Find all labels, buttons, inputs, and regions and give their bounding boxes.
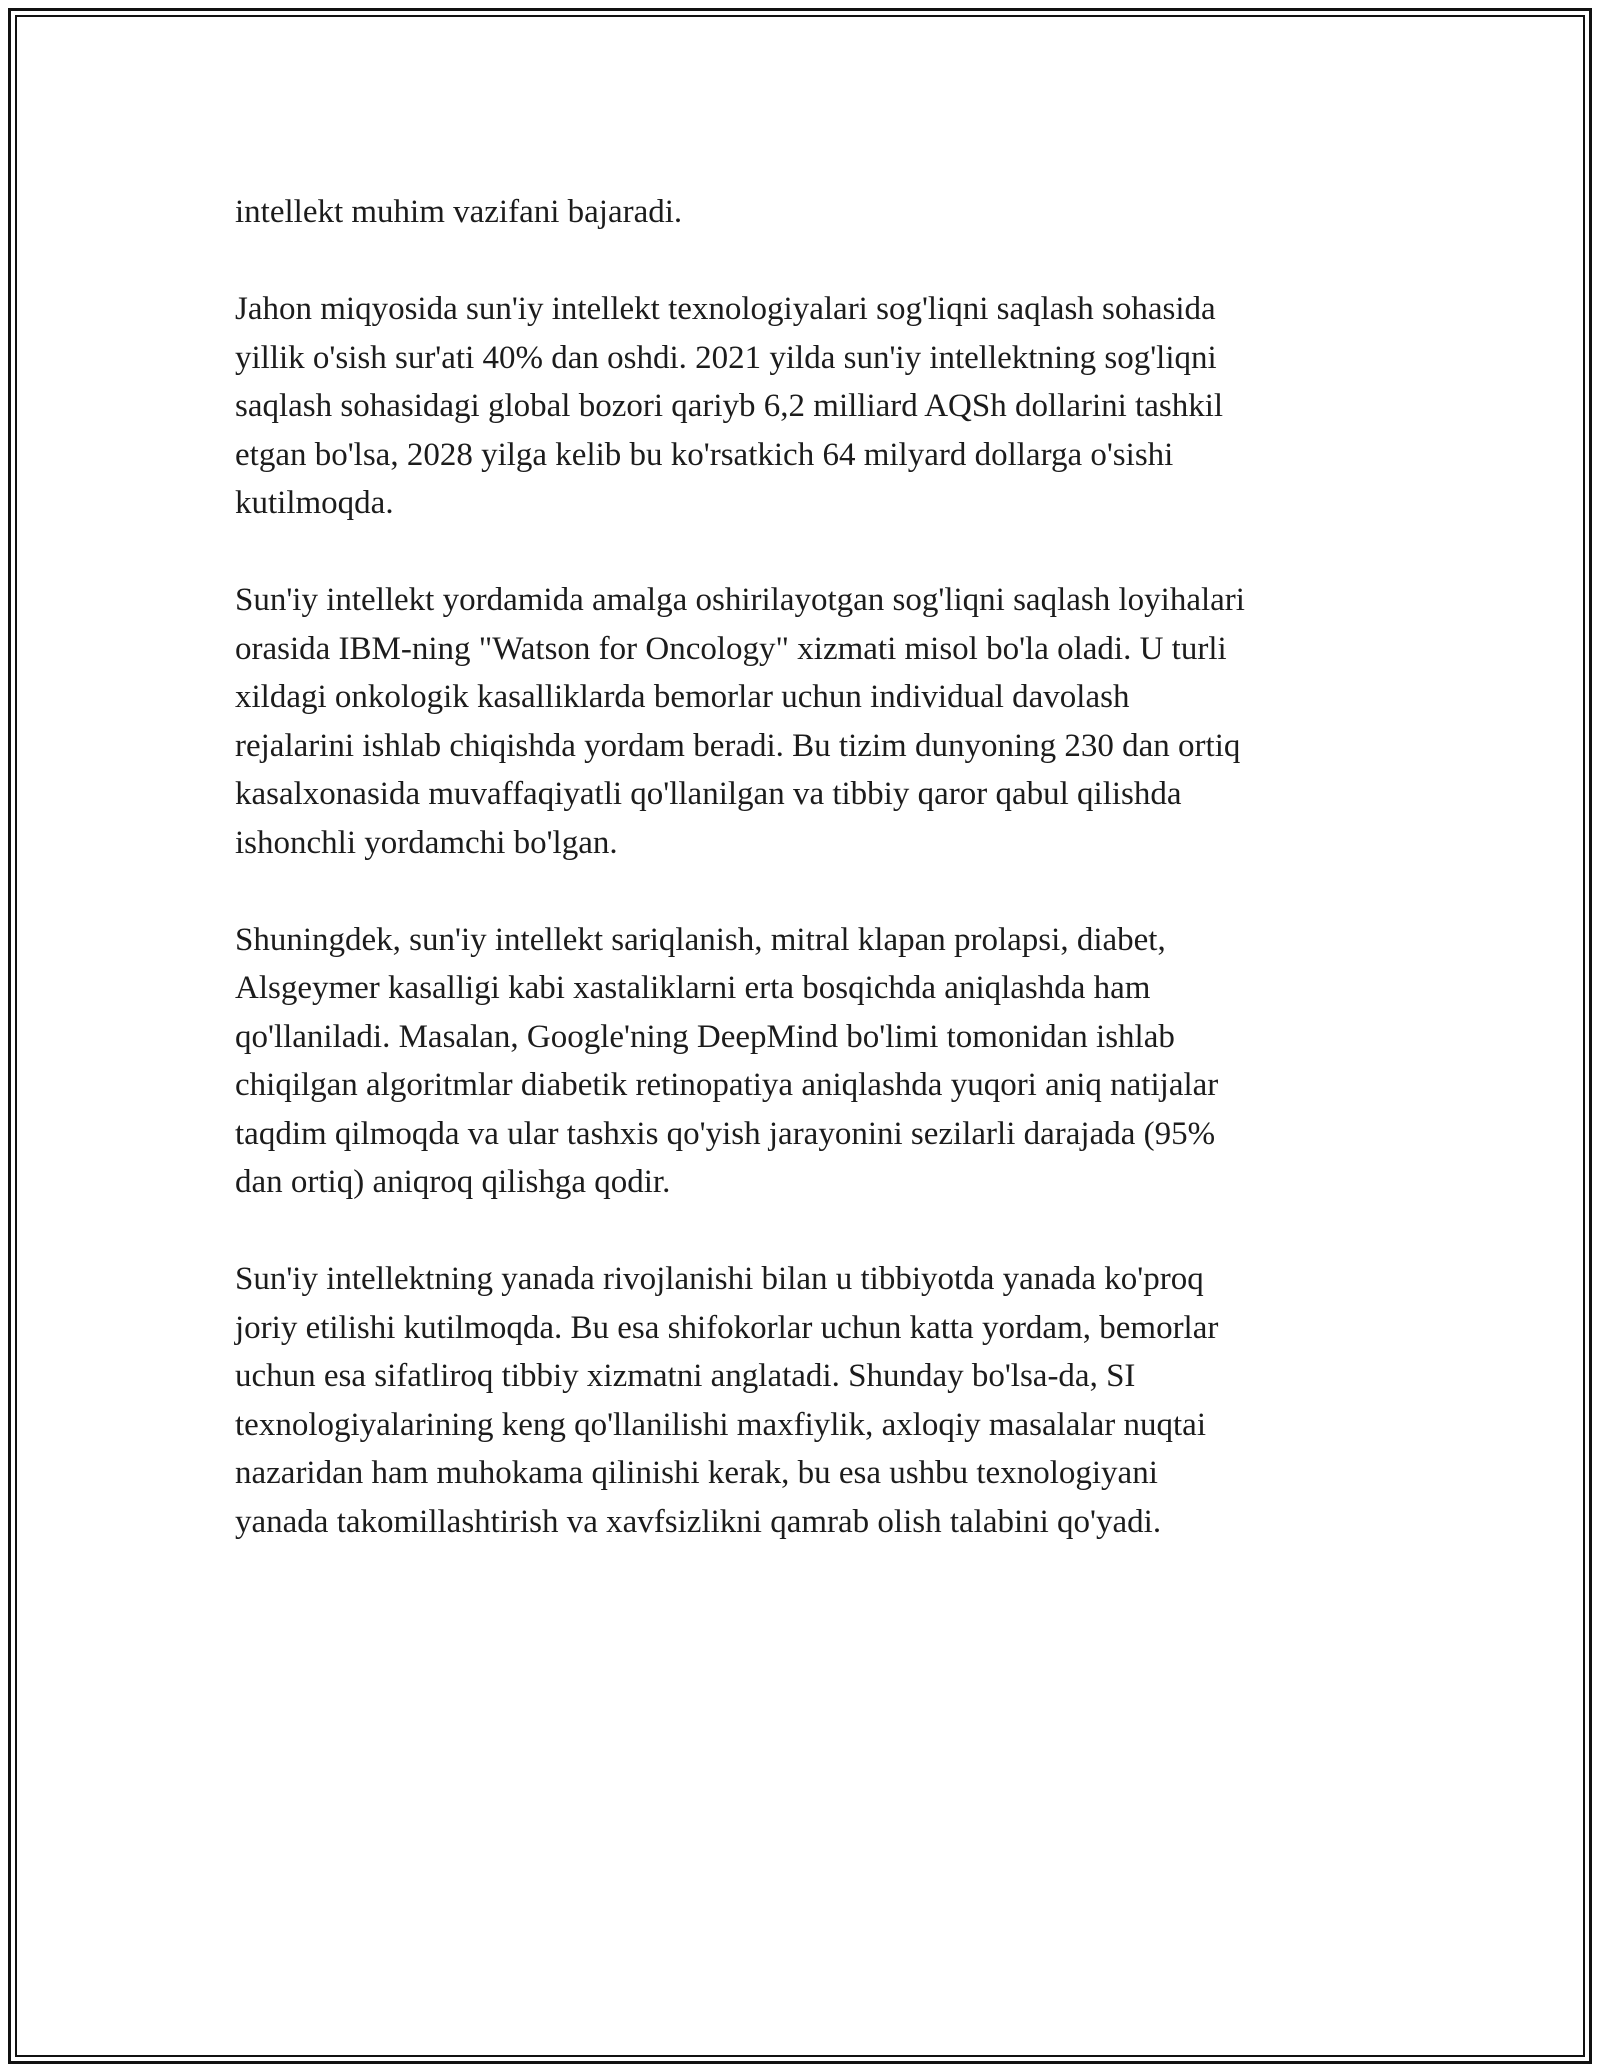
paragraph-2 — [235, 285, 1405, 528]
text-line: chiqilgan algoritmlar diabetik retinopatiya aniqlashda yuqori aniq natijalar — [235, 1067, 1219, 1103]
text-line: joriy etilishi kutilmoqda. Bu esa shifokorlar uchun katta yordam, bemorlar — [235, 1309, 1219, 1346]
text-line: etgan bo'lsa, 2028 yilga kelib bu ko'rsatkich 64 milyard dollarga o'sishi — [235, 436, 1174, 473]
text-line: yanada takomillashtirish va xavfsizlikni qamrab olish talabini qo'yadi. — [235, 1503, 1162, 1540]
paragraph-1 — [235, 188, 1405, 237]
text-line: saqlash sohasidagi global bozori qariyb 6,2 milliard AQSh dollarini tashkil — [235, 388, 1224, 424]
text-line: taqdim qilmoqda va ular tashxis qo'yish jarayonini sezilarli darajada (95% — [235, 1115, 1216, 1152]
text-line: Alsgeymer kasalligi kabi xastaliklarni erta bosqichda aniqlashda ham — [235, 970, 1151, 1006]
text-line: intellekt muhim vazifani bajaradi. — [235, 194, 683, 230]
paragraph-5 — [235, 1255, 1405, 1546]
text-line: Sun'iy intellekt yordamida amalga oshirilayotgan sog'liqni saqlash loyihalari — [235, 582, 1245, 618]
text-line: uchun esa sifatliroq tibbiy xizmatni anglatadi. Shunday bo'lsa-da, SI — [235, 1358, 1136, 1394]
text-line: orasida IBM-ning "Watson for Oncology" xizmati misol bo'la oladi. U turli — [235, 630, 1227, 667]
text-line: Shuningdek, sun'iy intellekt sariqlanish, mitral klapan prolapsi, diabet, — [235, 921, 1166, 958]
text-line: kutilmoqda. — [235, 485, 394, 521]
text-line: Jahon miqyosida sun'iy intellekt texnologiyalari sog'liqni saqlash sohasida — [235, 291, 1216, 327]
text-line: ishonchli yordamchi bo'lgan. — [235, 824, 618, 861]
paragraph-4 — [235, 916, 1405, 1207]
text-line: Sun'iy intellektning yanada rivojlanishi bilan u tibbiyotda yanada ko'proq — [235, 1261, 1204, 1297]
paragraph-3 — [235, 576, 1405, 867]
text-line: dan ortiq) aniqroq qilishga qodir. — [235, 1164, 671, 1200]
document-body — [235, 188, 1405, 1546]
text-line: kasalxonasida muvaffaqiyatli qo'llanilgan va tibbiy qaror qabul qilishda — [235, 776, 1182, 812]
text-line: yillik o'sish sur'ati 40% dan oshdi. 2021 yilda sun'iy intellektning sog'liqni — [235, 339, 1217, 376]
text-line: rejalarini ishlab chiqishda yordam beradi. Bu tizim dunyoning 230 dan ortiq — [235, 727, 1241, 764]
text-line: texnologiyalarining keng qo'llanilishi maxfiylik, axloqiy masalalar nuqtai — [235, 1406, 1206, 1443]
text-line: xildagi onkologik kasalliklarda bemorlar uchun individual davolash — [235, 679, 1130, 715]
text-line: nazaridan ham muhokama qilinishi kerak, bu esa ushbu texnologiyani — [235, 1455, 1158, 1491]
text-line: qo'llaniladi. Masalan, Google'ning DeepMind bo'limi tomonidan ishlab — [235, 1018, 1175, 1055]
